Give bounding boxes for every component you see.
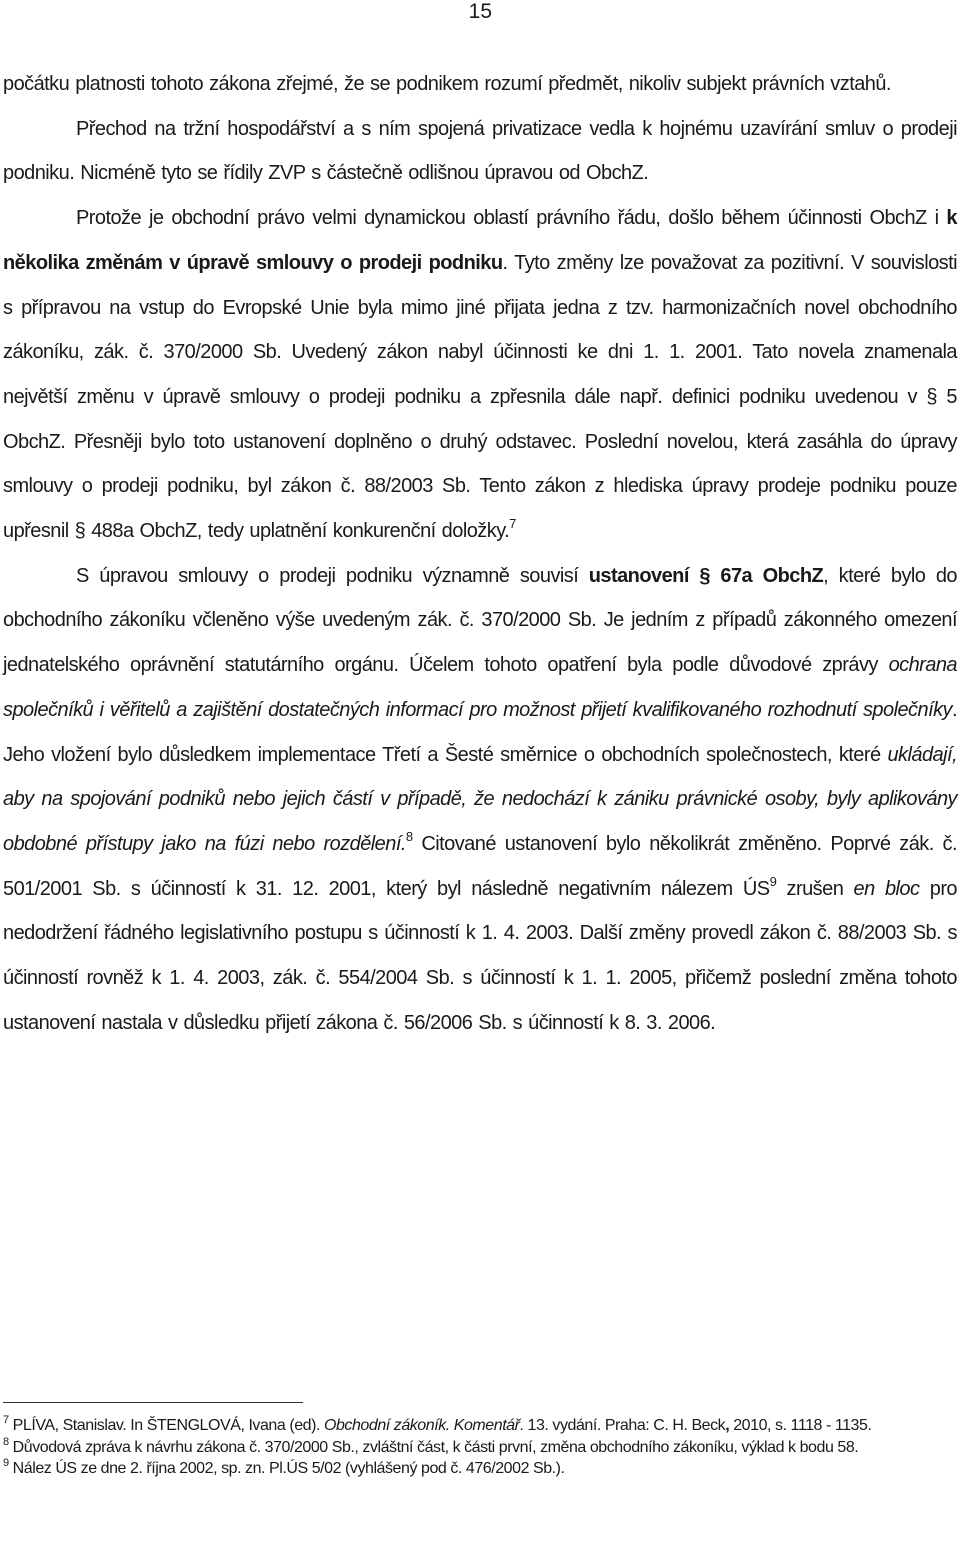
italic-term: en bloc bbox=[853, 877, 920, 900]
footnote-separator bbox=[3, 1402, 303, 1403]
italic-quote: ukládají, aby na spojování podniků nebo jejich částí v případě, že nedochází k zániku právnické osoby, byly aplikovány obdobné přístupy jako na fúzi nebo rozdělení. bbox=[3, 743, 957, 855]
book-title: Obchodní zákoník. Komentář bbox=[323, 1417, 520, 1434]
text-run: Protože je obchodní právo velmi dynamickou oblastí právního řádu, došlo během účinnosti ObchZ i bbox=[76, 207, 947, 230]
footnote-ref-9[interactable]: 9 bbox=[769, 873, 777, 889]
footnote-9 bbox=[3, 1458, 957, 1480]
text-run: Citované ustanovení bylo několikrát změněno. Poprvé zák. č. 501/2001 Sb. s účinností k 31. 12. 2001, který byl následně negativním nálezem ÚS bbox=[3, 832, 958, 900]
italic-quote: ochrana společníků i věřitelů a zajištění dostatečných informací pro možnost přijetí kvalifikovaného rozhodnutí společníky bbox=[3, 654, 957, 721]
text-run: pro nedodržení řádného legislativního postupu s účinností k 1. 4. 2003. Další změny provedl zákon č. 88/2003 Sb. s účinností rovněž k 1. 4. 2003, zák. č. 554/2004 Sb. s účinností k 1. 1. 2005, přičemž poslední změna tohoto ustanovení nastala v důsledku přijetí zákona č. 56/2006 Sb. s účinností k 8. 3. 2006. bbox=[3, 877, 957, 1034]
bold-comma: , bbox=[725, 1417, 730, 1434]
text-run: , které bylo do obchodního zákoníku včleněno výše uvedeným zák. č. 370/2000 Sb. Je jedním z případů zákonného omezení jednatelského oprávnění statutárního orgánu. Účelem tohoto opatření byla podle důvodové zprávy bbox=[3, 564, 957, 677]
text-run: . 13. vydání. Praha: C. H. Beck bbox=[519, 1417, 726, 1434]
text-run: Nález ÚS ze dne 2. října 2002, sp. zn. Pl.ÚS 5/02 (vyhlášený pod č. 476/2002 Sb.). bbox=[8, 1460, 565, 1477]
footnote-8 bbox=[3, 1437, 957, 1459]
bold-phrase: ustanovení § 67a ObchZ bbox=[588, 564, 824, 587]
footnote-number: 9 bbox=[3, 1457, 9, 1469]
text-run: 2010, s. 1118 - 1135. bbox=[729, 1417, 872, 1434]
text-run: PLÍVA, Stanislav. In ŠTENGLOVÁ, Ivana (ed). bbox=[8, 1417, 324, 1434]
bold-phrase: k několika změnám v úpravě smlouvy o prodeji podniku bbox=[3, 207, 957, 274]
text-run: S úpravou smlouvy o prodeji podniku významně souvisí bbox=[76, 564, 589, 587]
footnote-ref-7[interactable]: 7 bbox=[509, 516, 516, 532]
paragraph-continuation bbox=[3, 62, 957, 107]
footnotes bbox=[3, 1415, 957, 1480]
paragraph-market-economy bbox=[3, 107, 957, 196]
footnote-ref-8[interactable]: 8 bbox=[405, 828, 413, 844]
footnote-number: 7 bbox=[3, 1414, 9, 1426]
text-run: Důvodová zpráva k návrhu zákona č. 370/2000 Sb., zvláštní část, k části první, změna obchodního zákoníku, výklad k bodu 58. bbox=[8, 1438, 859, 1456]
paragraph-amendments bbox=[3, 196, 957, 554]
text-run: počátku platnosti tohoto zákona zřejmé, že se podnikem rozumí předmět, nikoliv subjekt právních vztahů. bbox=[3, 73, 891, 95]
text-run: zrušen bbox=[776, 877, 854, 900]
main-text bbox=[3, 62, 957, 1045]
text-run: . Jeho vložení bylo důsledkem implementace Třetí a Šesté směrnice o obchodních společnostech, které bbox=[3, 698, 957, 766]
footnote-7 bbox=[3, 1415, 957, 1437]
text-run: Přechod na tržní hospodářství a s ním spojená privatizace vedla k hojnému uzavírání smluv o prodeji podniku. Nicméně tyto se řídily ZVP s částečně odlišnou úpravou od ObchZ. bbox=[3, 117, 957, 185]
page-number: 15 bbox=[468, 0, 492, 23]
text-run: . Tyto změny lze považovat za pozitivní. V souvislosti s přípravou na vstup do Evropské Unie byla mimo jiné přijata jedna z tzv. harmonizačních novel obchodního zákoníku, zák. č. 370/2000 Sb. Uvedený zákon nabyl účinnosti ke dni 1. 1. 2001. Tato novela znamenala největší změnu v úpravě smlouvy o prodeji podniku a zpřesnila dále např. definici podniku uvedenou v § 5 ObchZ. Přesněji bylo toto ustanovení doplněno o druhý odstavec. Poslední novelou, která zasáhla do úpravy smlouvy o prodeji podniku, byl zákon č. 88/2003 Sb. Tento zákon z hlediska úpravy prodeje podniku pouze upřesnil § 488a ObchZ, tedy uplatnění konkurenční doložky. bbox=[3, 251, 958, 543]
footnote-number: 8 bbox=[3, 1435, 9, 1448]
paragraph-section-67a bbox=[3, 554, 957, 1046]
